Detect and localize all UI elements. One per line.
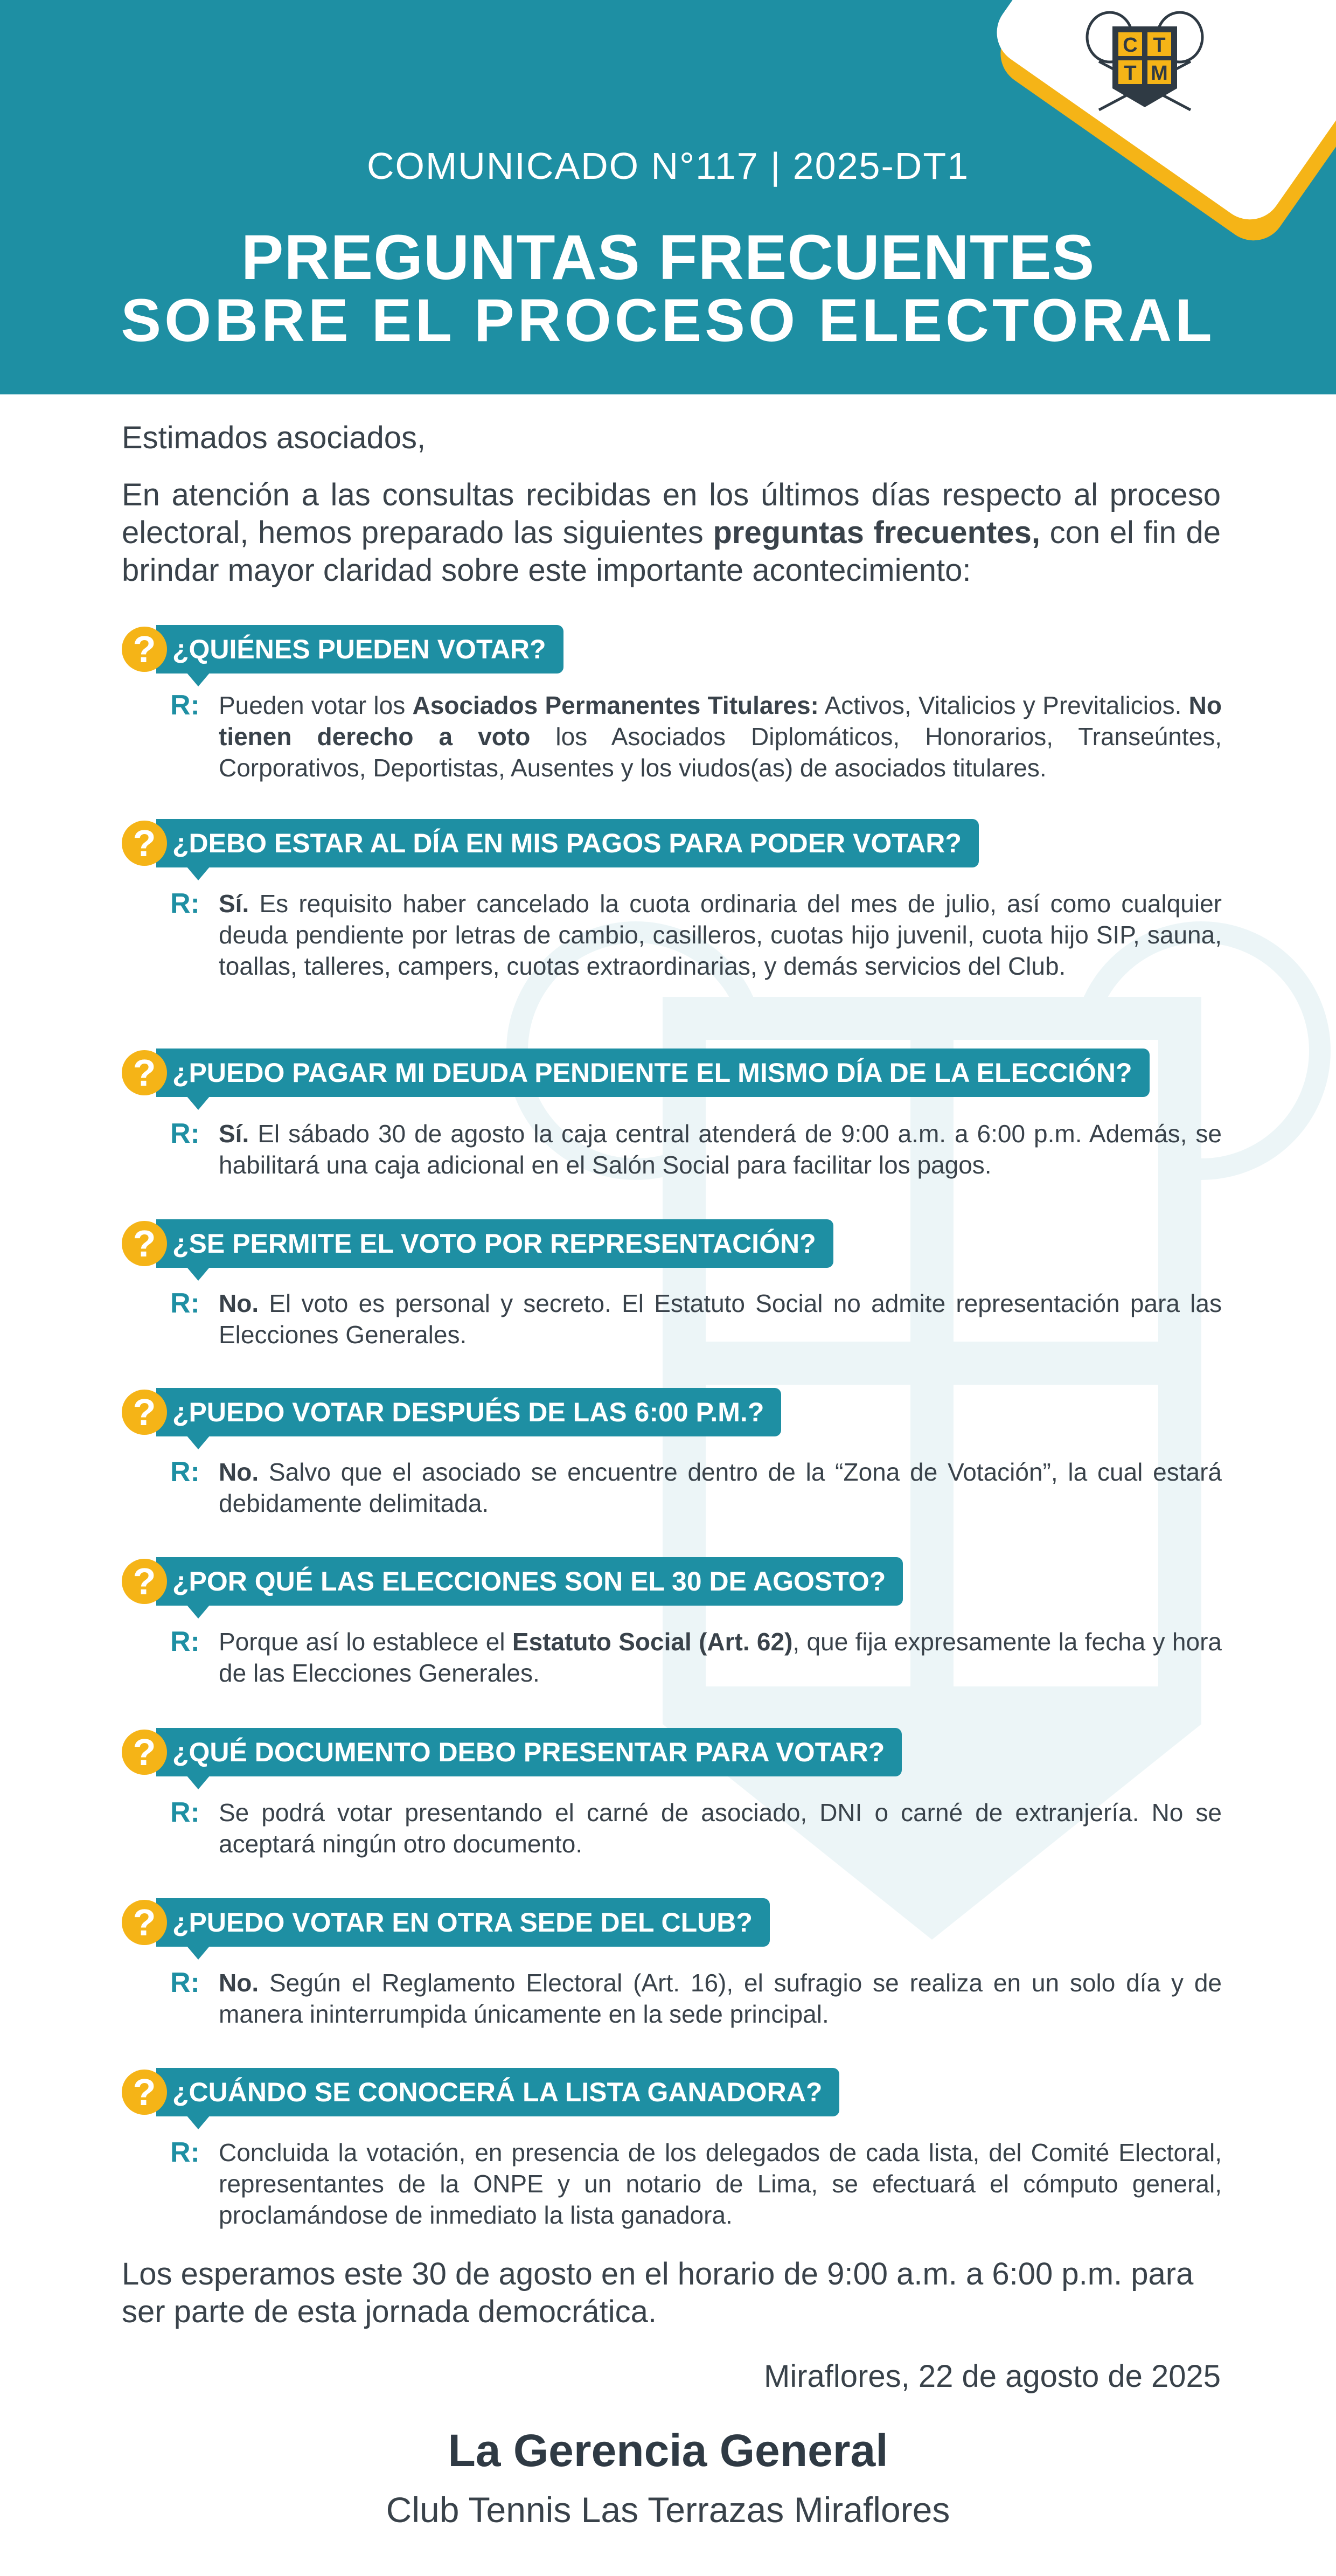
answer-part: Salvo que el asociado se encuentre dentro de la “Zona de Votación”, la cual estará debidamente delimitada. — [219, 1458, 1222, 1517]
signature-club-name: Club Tennis Las Terrazas Miraflores — [386, 2490, 950, 2530]
question-mark-icon: ? — [122, 1221, 167, 1266]
answer-text — [219, 2137, 1222, 2231]
question-label: ¿PUEDO PAGAR MI DEUDA PENDIENTE EL MISMO DÍA DE LA ELECCIÓN? — [156, 1049, 1150, 1097]
answer-marker: R: — [170, 2137, 200, 2168]
speech-tail — [186, 1946, 210, 1960]
answer-bold: Estatuto Social (Art. 62) — [512, 1628, 793, 1656]
logo-letter-m: M — [1151, 62, 1168, 85]
speech-tail — [186, 866, 210, 880]
answer-bold: No. — [219, 1289, 259, 1317]
answer-marker: R: — [170, 690, 200, 721]
answer-part: Pueden votar los — [219, 691, 413, 719]
speech-tail — [186, 672, 210, 686]
answer-bold: Sí. — [219, 890, 249, 918]
date-line: Miraflores, 22 de agosto de 2025 — [764, 2359, 1221, 2394]
answer-text — [219, 1967, 1222, 2030]
answer-marker: R: — [170, 1967, 200, 1998]
communique-number: COMUNICADO N°117 | 2025-DT1 — [366, 145, 970, 187]
answer-text — [219, 690, 1222, 783]
answer-part: , que fija expresamente la fecha y hora de las Elecciones Generales. — [219, 1628, 1222, 1687]
speech-tail — [186, 1096, 210, 1110]
question-label: ¿SE PERMITE EL VOTO POR REPRESENTACIÓN? — [156, 1219, 833, 1268]
intro-paragraph — [122, 476, 1221, 589]
answer-marker: R: — [170, 1456, 200, 1488]
question-label: ¿QUIÉNES PUEDEN VOTAR? — [156, 625, 563, 673]
question-label: ¿DEBO ESTAR AL DÍA EN MIS PAGOS PARA PODER VOTAR? — [156, 819, 979, 867]
logo-letter-t2: T — [1124, 62, 1137, 85]
question-mark-icon: ? — [122, 1900, 167, 1945]
question-mark-icon: ? — [122, 821, 167, 866]
question-mark-icon: ? — [122, 1559, 167, 1604]
page-subtitle: SOBRE EL PROCESO ELECTORAL — [121, 287, 1215, 354]
question-label: ¿CUÁNDO SE CONOCERÁ LA LISTA GANADORA? — [156, 2068, 839, 2116]
answer-text — [219, 888, 1222, 982]
question-label: ¿QUÉ DOCUMENTO DEBO PRESENTAR PARA VOTAR? — [156, 1728, 902, 1776]
answer-bold: No tienen derecho a voto — [219, 691, 1222, 751]
answer-text — [219, 1626, 1222, 1689]
question-mark-icon: ? — [122, 1390, 167, 1435]
question-mark-icon: ? — [122, 627, 167, 672]
answer-part: los Asociados Diplomáticos, Honorarios, Transeúntes, Corporativos, Deportistas, Ausentes y los viudos(as) de asociados titulares. — [219, 723, 1222, 782]
question-label: ¿POR QUÉ LAS ELECCIONES SON EL 30 DE AGOSTO? — [156, 1557, 903, 1606]
speech-tail — [186, 1267, 210, 1281]
speech-tail — [186, 2115, 210, 2129]
signature-title: La Gerencia General — [448, 2425, 888, 2476]
question-label: ¿PUEDO VOTAR EN OTRA SEDE DEL CLUB? — [156, 1898, 770, 1947]
page-title: PREGUNTAS FRECUENTES — [241, 222, 1095, 293]
answer-marker: R: — [170, 1118, 200, 1149]
answer-part: Porque así lo establece el — [219, 1628, 512, 1656]
logo-letter-t1: T — [1153, 34, 1166, 57]
logo-letter-c: C — [1123, 34, 1138, 57]
answer-bold: No. — [219, 1458, 259, 1486]
answer-text — [219, 1797, 1222, 1859]
question-label: ¿PUEDO VOTAR DESPUÉS DE LAS 6:00 P.M.? — [156, 1388, 781, 1436]
answer-part: El sábado 30 de agosto la caja central atenderá de 9:00 a.m. a 6:00 p.m. Además, se habilitará una caja adicional en el Salón Social para facilitar los pagos. — [219, 1120, 1222, 1179]
answer-text — [219, 1456, 1222, 1519]
answer-text — [219, 1288, 1222, 1350]
intro-text-c: con el fin de brindar mayor claridad sobre este importante acontecimiento: — [122, 515, 1221, 588]
closing-text: Los esperamos este 30 de agosto en el horario de 9:00 a.m. a 6:00 p.m. para ser parte de esta jornada democrática. — [122, 2256, 1194, 2329]
question-mark-icon: ? — [122, 1050, 167, 1095]
answer-part: Según el Reglamento Electoral (Art. 16), el sufragio se realiza en un solo día y de manera ininterrumpida únicamente en la sede principal. — [219, 1969, 1222, 2028]
speech-tail — [186, 1605, 210, 1619]
answer-bold: Asociados Permanentes Titulares: — [412, 691, 819, 719]
question-mark-icon: ? — [122, 1730, 167, 1775]
answer-bold: Sí. — [219, 1120, 249, 1148]
greeting: Estimados asociados, — [122, 420, 426, 455]
speech-tail — [186, 1775, 210, 1789]
question-mark-icon: ? — [122, 2070, 167, 2115]
answer-marker: R: — [170, 1626, 200, 1657]
answer-part: Concluida la votación, en presencia de los delegados de cada lista, del Comité Electoral, representantes de la ONPE y un notario de Lima, se efectuará el cómputo general, proclamándose de inmediato la lista ganadora. — [219, 2138, 1222, 2229]
answer-part: Activos, Vitalicios y Previtalicios. — [818, 691, 1189, 719]
answer-text — [219, 1118, 1222, 1181]
answer-marker: R: — [170, 888, 200, 919]
club-logo-icon — [1083, 8, 1207, 115]
answer-marker: R: — [170, 1797, 200, 1828]
answer-bold: No. — [219, 1969, 259, 1997]
answer-part: Es requisito haber cancelado la cuota ordinaria del mes de julio, así como cualquier deuda pendiente por letras de cambio, casilleros, cuotas hijo juvenil, cuota hijo SIP, sauna, toallas, talleres, campers, cuotas extraordinarias, y demás servicios del Club. — [219, 890, 1222, 980]
answer-marker: R: — [170, 1288, 200, 1319]
answer-part: Se podrá votar presentando el carné de asociado, DNI o carné de extranjería. No se aceptará ningún otro documento. — [219, 1799, 1222, 1858]
header-banner — [0, 0, 1336, 394]
intro-text-a: En atención a las consultas recibidas en los últimos días respecto al proceso electoral, hemos preparado las siguientes — [122, 477, 1221, 550]
speech-tail — [186, 1435, 210, 1449]
answer-part: El voto es personal y secreto. El Estatuto Social no admite representación para las Elecciones Generales. — [219, 1289, 1222, 1349]
intro-text-bold: preguntas frecuentes, — [713, 515, 1040, 550]
